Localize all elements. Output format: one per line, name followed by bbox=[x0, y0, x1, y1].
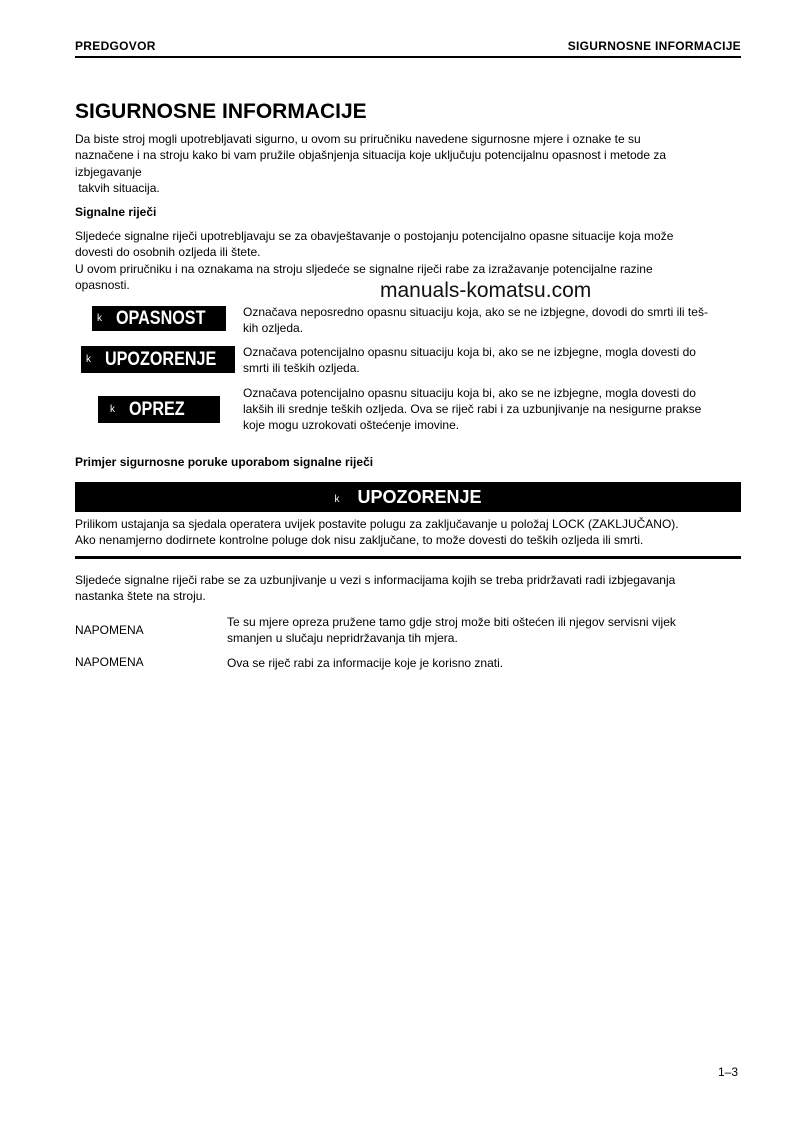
signal-word: OPREZ bbox=[129, 398, 185, 420]
example-warning-bar bbox=[75, 482, 741, 512]
text-line: lakših ili srednje teških ozljeda. Ova se riječ rabi i za uzbunjivanje na nesigurne prakse bbox=[243, 402, 702, 416]
text-line: Sljedeće signalne riječi upotrebljavaju se za obavještavanje o postojanju potencijalno opasne situacije koja može bbox=[75, 229, 674, 243]
text-line: Da biste stroj mogli upotrebljavati sigurno, u ovom su priručniku navedene sigurnosne mjere i oznake te su bbox=[75, 132, 641, 146]
note-description bbox=[227, 655, 747, 671]
text-line: Te su mjere opreza pružene tamo gdje stroj može biti oštećen ili njegov servisni vijek bbox=[227, 615, 676, 629]
header-section: PREDGOVOR bbox=[75, 39, 156, 53]
signal-word: UPOZORENJE bbox=[357, 486, 482, 507]
intro-paragraph bbox=[75, 131, 741, 196]
text-line: izbjegavanje bbox=[75, 164, 142, 179]
example-heading: Primjer sigurnosne poruke uporabom signalne riječi bbox=[75, 455, 374, 469]
text-line: naznačene i na stroju kako bi vam pružile objašnjenja situacija koje uključuju potencijalnu opasnost i metode za bbox=[75, 148, 667, 163]
header-chapter: SIGURNOSNE INFORMACIJE bbox=[567, 39, 741, 53]
warning-symbol-icon: k bbox=[334, 493, 340, 505]
text-line: Ako nenamjerno dodirnete kontrolne poluge dok nisu zaključane, to može dovesti do teških ozljeda ili smrti. bbox=[75, 533, 644, 548]
text-line: smrti ili teških ozljeda. bbox=[243, 361, 360, 375]
text-line: takvih situacija. bbox=[75, 180, 160, 195]
warning-symbol-icon: k bbox=[86, 354, 91, 365]
note-label: NAPOMENA bbox=[75, 655, 144, 669]
upozorenje-description bbox=[243, 344, 755, 376]
signal-word: UPOZORENJE bbox=[105, 348, 217, 370]
label-oprez bbox=[98, 396, 220, 423]
text-line: Prilikom ustajanja sa sjedala operatera uvijek postavite polugu za zaključavanje u položaj LOCK (ZAKLJUČANO). bbox=[75, 517, 679, 531]
text-line: nastanka štete na stroju. bbox=[75, 589, 206, 604]
warning-symbol-icon: k bbox=[110, 404, 115, 415]
header-divider bbox=[75, 56, 741, 58]
text-line: Označava neposredno opasnu situaciju koja, ako se ne izbjegne, dovodi do smrti ili teš- bbox=[243, 305, 708, 319]
label-opasnost bbox=[92, 306, 226, 331]
watermark: manuals-komatsu.com bbox=[380, 279, 592, 302]
note-label: NAPOMENA bbox=[75, 623, 144, 637]
notice-paragraph bbox=[75, 572, 741, 605]
note-description bbox=[227, 614, 747, 646]
text-line: Označava potencijalno opasnu situaciju koja bi, ako se ne izbjegne, mogla dovesti do bbox=[243, 386, 696, 400]
example-end-divider bbox=[75, 556, 741, 559]
signal-word: OPASNOST bbox=[116, 307, 206, 329]
page-title: SIGURNOSNE INFORMACIJE bbox=[75, 100, 367, 123]
text-line: Sljedeće signalne riječi rabe se za uzbunjivanje u vezi s informacijama kojih se treba pridržavati radi izbjegavanja bbox=[75, 573, 676, 587]
opasnost-description bbox=[243, 304, 755, 336]
text-line: Ova se riječ rabi za informacije koje je korisno znati. bbox=[227, 656, 504, 670]
text-line: dovesti do osobnih ozljeda ili štete. bbox=[75, 245, 261, 260]
example-text bbox=[75, 516, 741, 549]
label-upozorenje bbox=[81, 346, 235, 373]
text-line: U ovom priručniku i na oznakama na stroju sljedeće se signalne riječi rabe za izražavanje potencijalne razine bbox=[75, 261, 653, 276]
page-number: 1–3 bbox=[718, 1065, 739, 1079]
text-line: opasnosti. bbox=[75, 277, 130, 292]
text-line: koje mogu uzrokovati oštećenje imovine. bbox=[243, 418, 460, 432]
text-line: smanjen u slučaju nepridržavanja tih mjera. bbox=[227, 631, 458, 645]
signal-heading: Signalne riječi bbox=[75, 205, 157, 219]
warning-symbol-icon: k bbox=[97, 313, 102, 324]
text-line: Označava potencijalno opasnu situaciju koja bi, ako se ne izbjegne, mogla dovesti do bbox=[243, 345, 696, 359]
text-line: kih ozljeda. bbox=[243, 321, 304, 335]
oprez-description bbox=[243, 385, 755, 433]
